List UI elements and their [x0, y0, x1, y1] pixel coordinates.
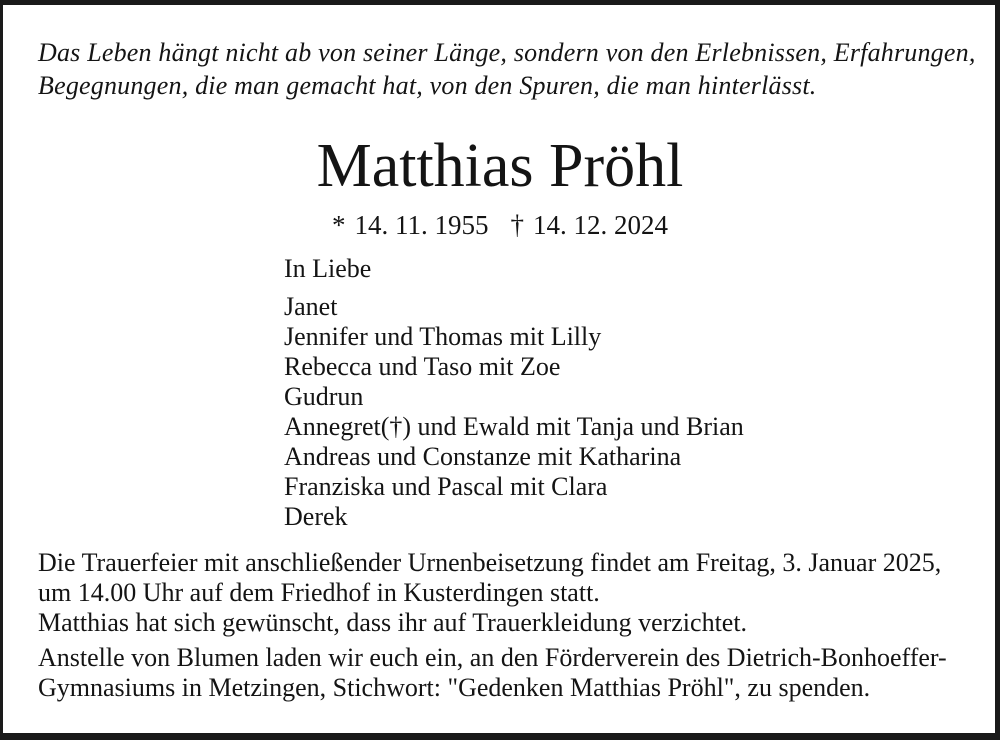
birth-star-symbol: *: [332, 210, 346, 240]
life-dates: [0, 209, 1000, 241]
funeral-announcements: [38, 548, 947, 703]
announcement-line: Matthias hat sich gewünscht, dass ihr auf Trauerkleidung verzichtet.: [38, 608, 748, 637]
mourner-item: Derek: [284, 502, 348, 531]
mourner-item: Janet: [284, 292, 338, 321]
mourner-item: Franziska und Pascal mit Clara: [284, 472, 608, 501]
death-date-group: [511, 210, 669, 240]
mourner-item: Andreas und Constanze mit Katharina: [284, 442, 682, 471]
deceased-name: Matthias Pröhl: [316, 132, 684, 200]
salutation: In Liebe: [284, 254, 372, 283]
announcement-line: Anstelle von Blumen laden wir euch ein, an den Förderverein des Dietrich-Bonhoeffer-: [38, 643, 947, 672]
epigraph-line: Das Leben hängt nicht ab von seiner Länge, sondern von den Erlebnissen, Erfahrungen,: [38, 38, 976, 67]
announcement-line: Gymnasiums in Metzingen, Stichwort: "Gedenken Matthias Pröhl", zu spenden.: [38, 673, 871, 702]
epigraph: [38, 36, 976, 102]
birth-date: 14. 11. 1955: [354, 210, 489, 240]
mourner-item: Rebecca und Taso mit Zoe: [284, 352, 561, 381]
birth-date-group: [332, 210, 489, 240]
announcement-line: um 14.00 Uhr auf dem Friedhof in Kusterdingen statt.: [38, 578, 600, 607]
announcement-dress-wish: [38, 608, 947, 638]
mourner-item: Gudrun: [284, 382, 364, 411]
death-cross-symbol: †: [510, 210, 524, 240]
announcement-line: Die Trauerfeier mit anschließender Urnenbeisetzung findet am Freitag, 3. Januar 2025,: [38, 548, 942, 577]
mourners-list: [284, 292, 744, 532]
announcement-funeral-service: [38, 548, 947, 608]
announcement-donations: [38, 643, 947, 703]
mourner-item: Jennifer und Thomas mit Lilly: [284, 322, 602, 351]
epigraph-line: Begegnungen, die man gemacht hat, von den Spuren, die man hinterlässt.: [38, 71, 817, 100]
mourner-item: Annegret(†) und Ewald mit Tanja und Brian: [284, 412, 744, 441]
death-date: 14. 12. 2024: [533, 210, 668, 240]
